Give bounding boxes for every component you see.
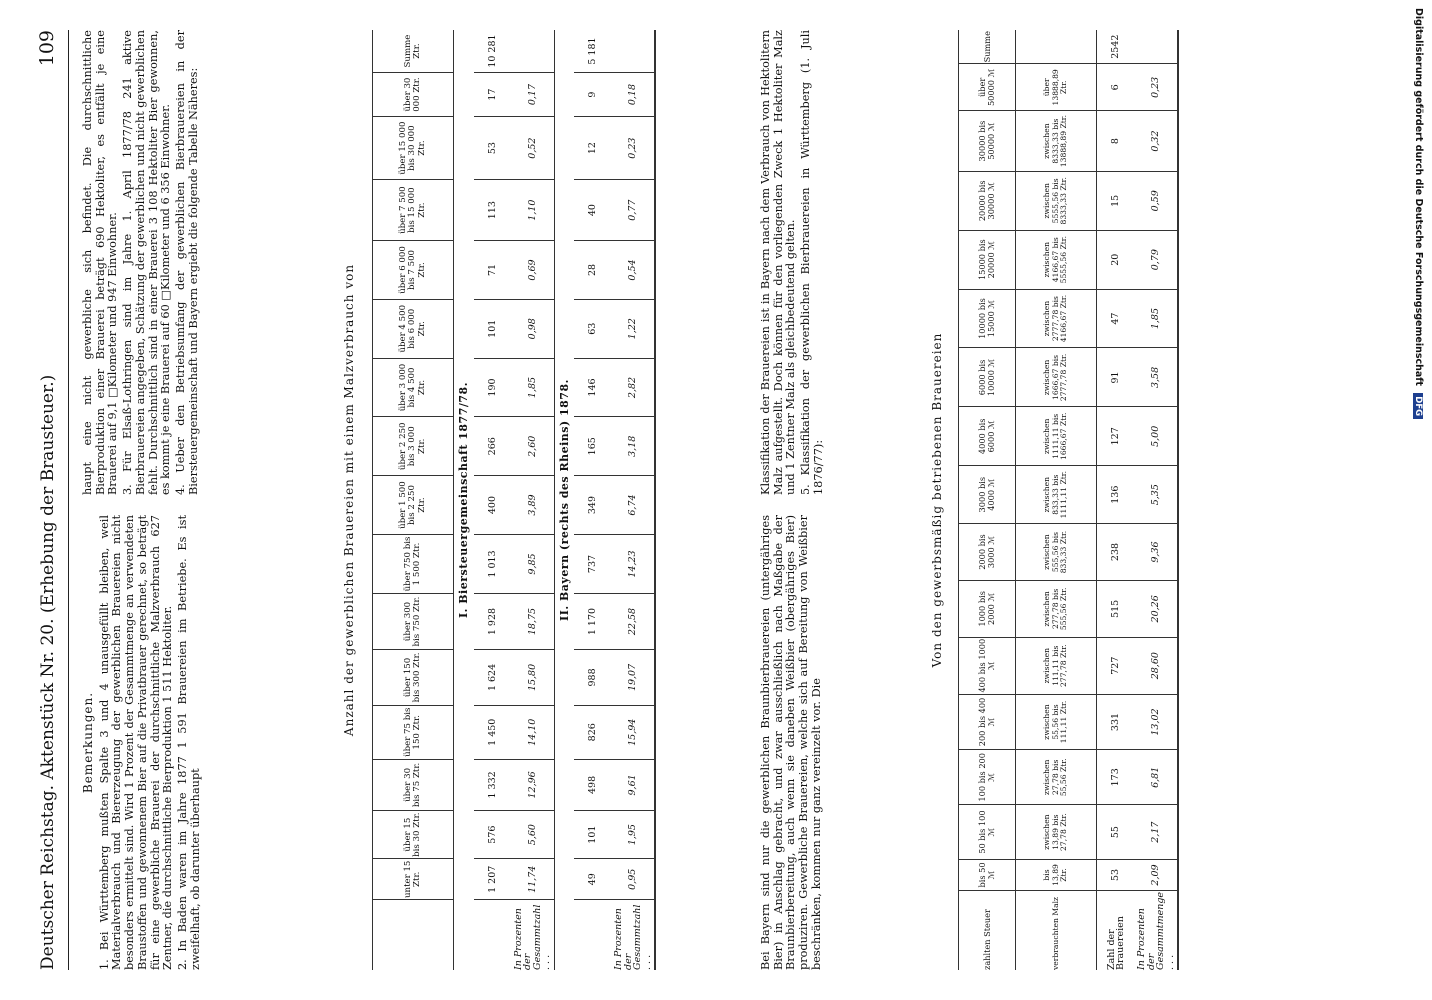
- t2-tax: 50 bis 100 ℳ: [959, 805, 1016, 860]
- t1-head: über 1 500 bis 2 250 Ztr.: [373, 476, 454, 535]
- t1-cell: 1 332: [474, 759, 512, 811]
- t1-cell: 1 170: [574, 594, 612, 650]
- t1-pct: 0,98: [512, 299, 555, 358]
- t1-pct: 3,89: [512, 476, 555, 535]
- t1-pct: 2,82: [612, 358, 655, 417]
- table1-title: Anzahl der gewerblichen Brauereien mit einem Malzverbrauch von: [342, 263, 356, 737]
- t1-head: über 750 bis 1 500 Ztr.: [373, 534, 454, 593]
- note-4: 4. Ueber den Betriebsumfang der gewerblichen Bierbrauereien in der Biersteuergemeinschaft und Bayern ergiebt die folgende Tabelle Näheres:: [173, 30, 200, 495]
- t2-count: 53: [1097, 860, 1136, 891]
- t2-malt: zwischen 277,78 bis 555,56 Ztr.: [1016, 580, 1097, 637]
- t1-cell: 10 281: [474, 30, 512, 73]
- table-row: [959, 30, 1016, 970]
- t2-count: 331: [1097, 694, 1136, 750]
- t1-pct: 9,85: [512, 534, 555, 593]
- note-3: 3. Für Elsaß-Lothringen sind im Jahre 1. April 1877/78 241 aktive Bierbrauereien angegeben, Schätzung der gewerblichen und nicht gewerblichen fehlt. Durchschnittlich sind in einer Brauerei 3 108 Hektoliter Bier gewonnen, es kommt je eine Brauerei auf 60 □Kilometer und 6 356 Einwohner.: [121, 30, 173, 495]
- t2-tax: 4000 bis 6000 ℳ: [959, 407, 1016, 466]
- row-label: In Prozenten der Gesammtmenge . . .: [1136, 891, 1176, 970]
- note-2: 2. In Baden waren im Jahre 1877 1 591 Brauereien im Betriebe. Es ist zweifelhaft, ob darunter überhaupt: [175, 515, 202, 970]
- note-1: 1. Bei Württemberg mußten Spalte 3 und 4 unausgefüllt bleiben, weil Materialverbrauch und Biererzeugung der gewerblichen Brauereien nicht besonders ermittelt sind. Wird 1 Prozent der Gesammtmenge an verwendeten Braustoffen und gewonnenem Bier auf die Privatbrauer gerechnet, so beträgt für eine gewerbliche Brauerei der durchschnittliche Malzverbrauch 627 Zentner, die durchschnittliche Bierproduktion 1 511 Hektoliter.: [97, 515, 175, 970]
- t1-pct: 1,95: [612, 811, 655, 859]
- t2-malt: zwischen 1666,67 bis 2777,78 Ztr.: [1016, 348, 1097, 407]
- t2-pct: 2,09: [1135, 860, 1178, 891]
- section-2-title: II. Bayern (rechts des Rheins) 1878.: [557, 379, 571, 621]
- note-2-cont: haupt eine nicht gewerbliche sich befindet. Die durchschnittliche Bierproduktion einer Brauerei beträgt 690 Hektoliter, es entfällt je eine Brauerei auf 9,1 □Kilometer und 947 Einwohner.: [81, 30, 120, 495]
- row-label: verbrauchten Malz: [1016, 890, 1097, 970]
- t1-cell: 113: [474, 180, 512, 241]
- t1-pct: 1,10: [512, 180, 555, 241]
- t1-head: über 30 000 Ztr.: [373, 73, 454, 117]
- dfg-logo: DFG: [1413, 393, 1423, 419]
- t1-cell: 40: [574, 180, 612, 241]
- t2-count: 136: [1097, 466, 1136, 524]
- t1-cell: 53: [474, 117, 512, 180]
- t1-pct: 5,60: [512, 811, 555, 859]
- table-row: [1135, 30, 1178, 970]
- mid-right-text: [760, 30, 828, 495]
- t1-cell: 826: [574, 705, 612, 759]
- t2-malt: bis 13,89 Ztr.: [1016, 860, 1097, 891]
- t1-pct: 14,23: [612, 534, 655, 593]
- funding-note: [1410, 8, 1424, 588]
- t1-head: über 30 bis 75 Ztr.: [373, 759, 454, 811]
- notes-right-column: [82, 30, 202, 495]
- row-label: [474, 900, 512, 970]
- t2-pct: 28,60: [1135, 637, 1178, 694]
- t2-malt: zwischen 13,89 bis 27,78 Ztr.: [1016, 805, 1097, 860]
- t2-tax: 6000 bis 10000 ℳ: [959, 348, 1016, 407]
- t1-cell: 101: [574, 811, 612, 859]
- t1-head: über 75 bis 150 Ztr.: [373, 705, 454, 759]
- t1-cell: 63: [574, 299, 612, 358]
- t2-pct: 5,35: [1135, 466, 1178, 524]
- t2-tax: 1000 bis 2000 ℳ: [959, 580, 1016, 637]
- t2-count: 238: [1097, 524, 1136, 581]
- t2-tax: 2000 bis 3000 ℳ: [959, 524, 1016, 581]
- t2-pct: 5,00: [1135, 407, 1178, 466]
- t2-count: 20: [1097, 230, 1136, 289]
- t1-pct: 0,95: [612, 859, 655, 900]
- t1-pct: 14,10: [512, 705, 555, 759]
- table-row: [512, 30, 555, 970]
- t2-tax: 100 bis 200 ℳ: [959, 750, 1016, 805]
- t2-count: 91: [1097, 348, 1136, 407]
- t1-pct: [512, 30, 555, 73]
- t2-tax: 400 bis 1000 ℳ: [959, 637, 1016, 694]
- t1-pct: 1,22: [612, 299, 655, 358]
- row-label: [574, 900, 612, 970]
- page-header: [30, 30, 66, 970]
- t1-pct: 15,94: [612, 705, 655, 759]
- t2-pct: 0,23: [1135, 64, 1178, 111]
- t1-cell: 1 207: [474, 859, 512, 900]
- t1-cell: 17: [474, 73, 512, 117]
- t1-cell: 146: [574, 358, 612, 417]
- t1-pct: 0,18: [612, 73, 655, 117]
- header-title: Deutscher Reichstag. Aktenstück Nr. 20. (Erhebung der Brausteuer.): [38, 374, 58, 970]
- bavaria-note: Bei Bayern sind nur die gewerblichen Braunbierbrauereien (untergähriges Bier) in Anschlag gebracht, und zwar ausschließlich nach Maßgabe der Braunbierbereitung, auch wenn sie daneben Weißbier (obergähriges Bier) produziren. Gewerbliche Brauereien, welche sich auf Bereitung von Weißbier beschränken, kommen nur ganz vereinzelt vor. Die: [759, 515, 823, 970]
- funding-text: Digitalisierung gefördert durch die Deutsche Forschungsgemeinschaft: [1413, 8, 1424, 386]
- t2-malt: zwischen 27,78 bis 55,56 Ztr.: [1016, 750, 1097, 805]
- t2-count: 127: [1097, 407, 1136, 466]
- table1: [372, 30, 656, 970]
- t1-head: über 2 250 bis 3 000 Ztr.: [373, 417, 454, 476]
- table2-title: Von den gewerbsmäßig betriebenen Brauereien: [930, 332, 944, 668]
- notes-left-column: [82, 515, 204, 970]
- t1-head: über 300 bis 750 Ztr.: [373, 594, 454, 650]
- pct-label: In Prozenten der Gesammtzahl . . .: [512, 900, 555, 970]
- t1-cell: 1 450: [474, 705, 512, 759]
- t2-pct: 20,26: [1135, 580, 1178, 637]
- t2-count: 8: [1097, 111, 1136, 172]
- pct-label: In Prozenten der Gesammtzahl . . .: [612, 900, 655, 970]
- t2-malt: zwischen 555,56 bis 833,33 Ztr.: [1016, 524, 1097, 581]
- t2-tax: bis 50 ℳ: [959, 860, 1016, 891]
- t2-tax: 20000 bis 30000 ℳ: [959, 171, 1016, 230]
- t2-count: 6: [1097, 64, 1136, 111]
- t2-count: 2542: [1097, 30, 1136, 64]
- t1-pct: 0,69: [512, 241, 555, 300]
- t2-tax: 15000 bis 20000 ℳ: [959, 230, 1016, 289]
- t2-tax: 10000 bis 15000 ℳ: [959, 289, 1016, 348]
- t2-pct: 2,17: [1135, 805, 1178, 860]
- t2-count: 55: [1097, 805, 1136, 860]
- t1-pct: 6,74: [612, 476, 655, 535]
- table-row: [1016, 30, 1097, 970]
- t1-cell: 576: [474, 811, 512, 859]
- t1-head: über 4 500 bis 6 000 Ztr.: [373, 299, 454, 358]
- t2-malt: zwischen 111,11 bis 277,78 Ztr.: [1016, 637, 1097, 694]
- t2-count: 15: [1097, 171, 1136, 230]
- t2-malt: zwischen 8333,33 bis 13888,89 Ztr.: [1016, 111, 1097, 172]
- t1-pct: 0,54: [612, 241, 655, 300]
- t2-malt: zwischen 55,56 bis 111,11 Ztr.: [1016, 694, 1097, 750]
- notes-title: Bemerkungen.: [81, 691, 95, 794]
- table-row: [474, 30, 512, 970]
- t2-malt: über 13888,89 Ztr.: [1016, 64, 1097, 111]
- t2-count: 47: [1097, 289, 1136, 348]
- t2-pct: 1,85: [1135, 289, 1178, 348]
- t1-cell: 9: [574, 73, 612, 117]
- t1-cell: 988: [574, 649, 612, 705]
- t1-pct: 12,96: [512, 759, 555, 811]
- t2-malt: zwischen 2777,78 bis 4166,67 Ztr.: [1016, 289, 1097, 348]
- t1-cell: 28: [574, 241, 612, 300]
- t2-malt: zwischen 833,33 bis 1111,11 Ztr.: [1016, 466, 1097, 524]
- t1-cell: 498: [574, 759, 612, 811]
- t1-pct: 18,75: [512, 594, 555, 650]
- t1-head: über 15 000 bis 30 000 Ztr.: [373, 117, 454, 180]
- t2-tax: 30000 bis 50000 ℳ: [959, 111, 1016, 172]
- t1-head: über 6 000 bis 7 500 Ztr.: [373, 241, 454, 300]
- t1-pct: 2,60: [512, 417, 555, 476]
- t1-pct: 0,52: [512, 117, 555, 180]
- t1-pct: 0,23: [612, 117, 655, 180]
- t2-count: 173: [1097, 750, 1136, 805]
- note-5: 5. Klassifikation der gewerblichen Bierbrauereien in Württemberg (1. Juli 1876/77):: [799, 30, 825, 495]
- t1-cell: 400: [474, 476, 512, 535]
- table-row: [1097, 30, 1136, 970]
- table2: [958, 30, 1179, 970]
- t1-head: Summe Ztr.: [373, 30, 454, 73]
- t2-pct: 13,02: [1135, 694, 1178, 750]
- t1-pct: 3,18: [612, 417, 655, 476]
- classification-note: Klassifikation der Brauereien ist in Bayern nach dem Verbrauch von Hektolitern Malz aufgestellt. Doch können für den vorliegenden Zweck 1 Hektoliter Malz und 1 Zentner Malz als gleichbedeutend gelten.: [759, 30, 798, 495]
- t1-pct: 0,77: [612, 180, 655, 241]
- t1-cell: 12: [574, 117, 612, 180]
- t2-count: 727: [1097, 637, 1136, 694]
- t2-pct: 0,59: [1135, 171, 1178, 230]
- table-row: [612, 30, 655, 970]
- t2-pct: 6,81: [1135, 750, 1178, 805]
- t2-pct: 9,36: [1135, 524, 1178, 581]
- t1-head: über 7 500 bis 15 000 Ztr.: [373, 180, 454, 241]
- t1-pct: 15,80: [512, 649, 555, 705]
- t2-malt: zwischen 1111,11 bis 1666,67 Ztr.: [1016, 407, 1097, 466]
- t2-tax: 200 bis 400 ℳ: [959, 694, 1016, 750]
- t1-pct: 1,85: [512, 358, 555, 417]
- funding-sidebar: [1410, 8, 1424, 588]
- t1-cell: 349: [574, 476, 612, 535]
- t1-pct: 22,58: [612, 594, 655, 650]
- header-rule: [68, 30, 69, 970]
- row-label: Zahl der Brauereien: [1105, 916, 1126, 970]
- t2-tax: über 50000 ℳ: [959, 64, 1016, 111]
- t2-tax: Summe: [959, 30, 1016, 64]
- t1-cell: 165: [574, 417, 612, 476]
- t1-pct: 0,17: [512, 73, 555, 117]
- section-1-title: I. Biersteuergemeinschaft 1877/78.: [457, 381, 470, 619]
- page-number: 109: [36, 30, 58, 67]
- t1-cell: 71: [474, 241, 512, 300]
- table-row: [574, 30, 612, 970]
- row-label: zahlten Steuer: [959, 890, 1016, 970]
- t2-malt: [1016, 30, 1097, 64]
- t2-malt: zwischen 4166,67 bis 5555,56 Ztr.: [1016, 230, 1097, 289]
- t1-pct: 9,61: [612, 759, 655, 811]
- t1-cell: 737: [574, 534, 612, 593]
- t1-cell: 1 013: [474, 534, 512, 593]
- t1-cell: 1 624: [474, 649, 512, 705]
- t2-pct: 0,32: [1135, 111, 1178, 172]
- t1-cell: 101: [474, 299, 512, 358]
- t1-cell: 266: [474, 417, 512, 476]
- t1-pct: [612, 30, 655, 73]
- t2-tax: 3000 bis 4000 ℳ: [959, 466, 1016, 524]
- t1-head: über 15 bis 30 Ztr.: [373, 811, 454, 859]
- t2-pct: [1135, 30, 1178, 64]
- t1-pct: 11,74: [512, 859, 555, 900]
- t2-pct: 0,79: [1135, 230, 1178, 289]
- t1-head: über 3 000 bis 4 500 Ztr.: [373, 358, 454, 417]
- t1-cell: 5 181: [574, 30, 612, 73]
- t2-pct: 3,58: [1135, 348, 1178, 407]
- t1-cell: 190: [474, 358, 512, 417]
- t1-cell: 49: [574, 859, 612, 900]
- table1-header-row: [373, 30, 454, 970]
- t2-count: 515: [1097, 580, 1136, 637]
- mid-left-text: [760, 515, 826, 970]
- t2-malt: zwischen 5555,56 bis 8333,33 Ztr.: [1016, 171, 1097, 230]
- table1-corner: [373, 900, 454, 970]
- t1-pct: 19,07: [612, 649, 655, 705]
- t1-cell: 1 928: [474, 594, 512, 650]
- t1-head: unter 15 Ztr.: [373, 859, 454, 900]
- t1-head: über 150 bis 300 Ztr.: [373, 649, 454, 705]
